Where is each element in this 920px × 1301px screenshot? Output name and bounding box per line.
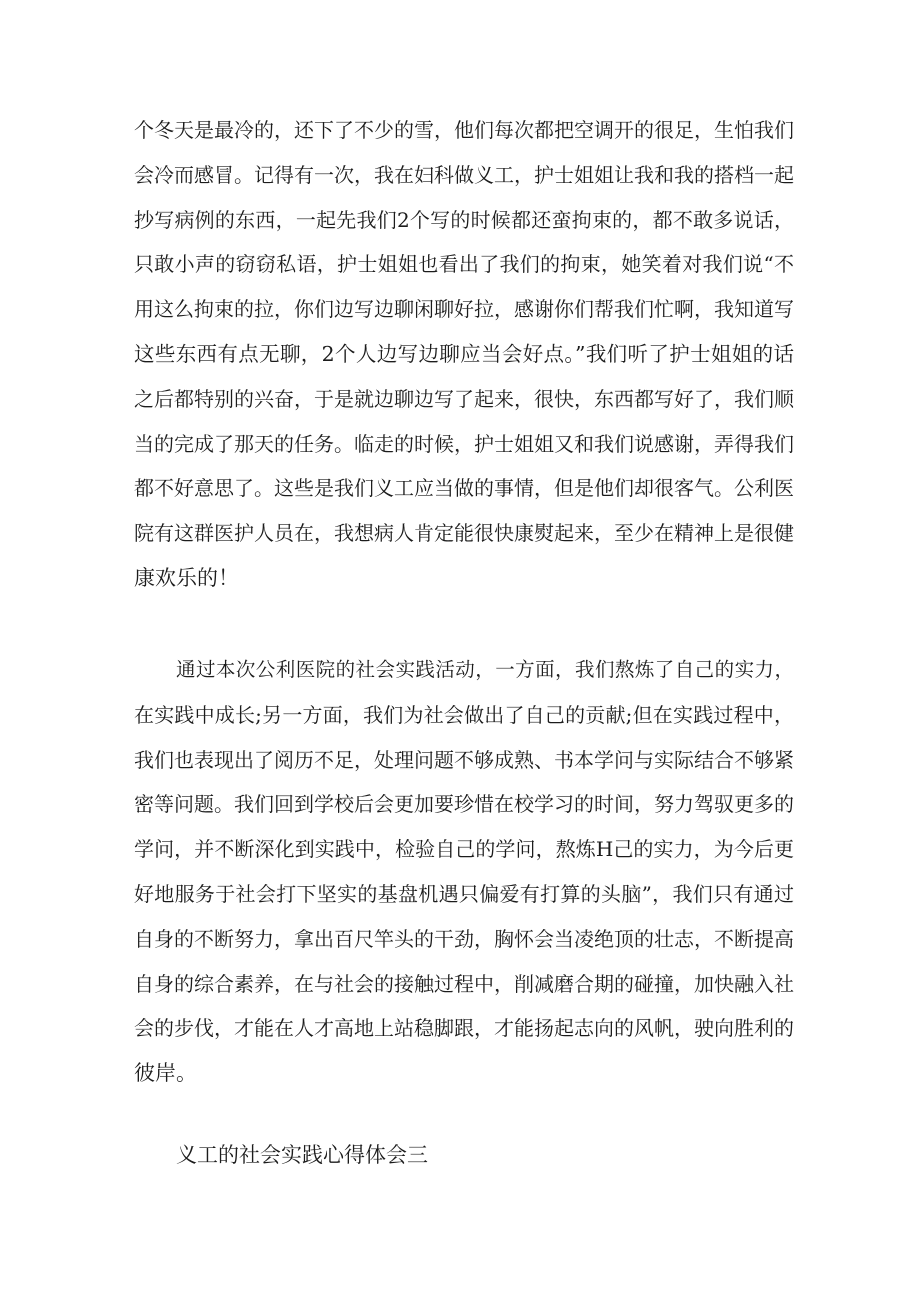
section-heading: 义工的社会实践心得体会三 bbox=[176, 1143, 428, 1167]
text-line: 之后都特别的兴奋，于是就边聊边写了起来，很快，东西都写好了，我们顺 bbox=[134, 386, 794, 411]
text-line: 会冷而感冒。记得有一次，我在妇科做义工，护士姐姐让我和我的搭档一起 bbox=[134, 162, 794, 187]
text-line: 院有这群医护人员在，我想病人肯定能很快康熨起来，至少在精神上是很健 bbox=[134, 521, 794, 546]
text-line: 个冬天是最冷的，还下了不少的雪，他们每次都把空调开的很足，生怕我们 bbox=[134, 118, 794, 142]
text-line: 学问，并不断深化到实践中，检验自己的学问，熬炼H己的实力，为今后更 bbox=[134, 837, 794, 862]
text-line: 抄写病例的东西，一起先我们2个写的时候都还蛮拘束的，都不敢多说话， bbox=[134, 207, 794, 232]
text-line: 通过本次公利医院的社会实践活动，一方面，我们熬炼了自己的实力， bbox=[176, 658, 794, 681]
text-line: 好地服务于社会打下坚实的基盘机遇只偏爱有打算的头脑”，我们只有通过 bbox=[134, 881, 794, 906]
paragraph-practice-summary bbox=[134, 648, 794, 1096]
text-line: 自身的综合素养，在与社会的接触过程中，削减磨合期的碰撞，加快融入社 bbox=[134, 971, 794, 996]
text-line: 密等问题。我们回到学校后会更加要珍惜在校学习的时间，努力驾驭更多的 bbox=[134, 792, 794, 817]
text-line: 自身的不断努力，拿出百尺竿头的干劲，胸怀会当凌绝顶的壮志，不断提高 bbox=[134, 926, 794, 951]
section-heading-paragraph bbox=[134, 1133, 794, 1178]
text-line: 彼岸。 bbox=[134, 1061, 197, 1086]
text-line: 康欢乐的！ bbox=[134, 565, 239, 590]
text-line: 用这么拘束的拉，你们边写边聊闲聊好拉，感谢你们帮我们忙啊，我知道写 bbox=[134, 297, 794, 322]
text-line: 在实践中成长;另一方面，我们为社会做出了自己的贡献;但在实践过程中， bbox=[134, 702, 794, 727]
paragraph-volunteer-story bbox=[134, 108, 794, 601]
text-line: 都不好意思了。这些是我们义工应当做的事情，但是他们却很客气。公利医 bbox=[134, 476, 794, 501]
text-line: 当的完成了那天的任务。临走的时候，护士姐姐又和我们说感谢，弄得我们 bbox=[134, 431, 794, 456]
text-line: 会的步伐，才能在人才高地上站稳脚跟，才能扬起志向的风帆，驶向胜利的 bbox=[134, 1016, 794, 1041]
text-line: 这些东西有点无聊，2个人边写边聊应当会好点。”我们听了护士姐姐的话 bbox=[134, 341, 794, 366]
text-line: 我们也表现出了阅历不足，处理问题不够成熟、书本学问与实际结合不够紧 bbox=[134, 747, 794, 772]
text-line: 只敢小声的窃窃私语，护士姐姐也看出了我们的拘束，她笑着对我们说“不 bbox=[134, 252, 794, 277]
